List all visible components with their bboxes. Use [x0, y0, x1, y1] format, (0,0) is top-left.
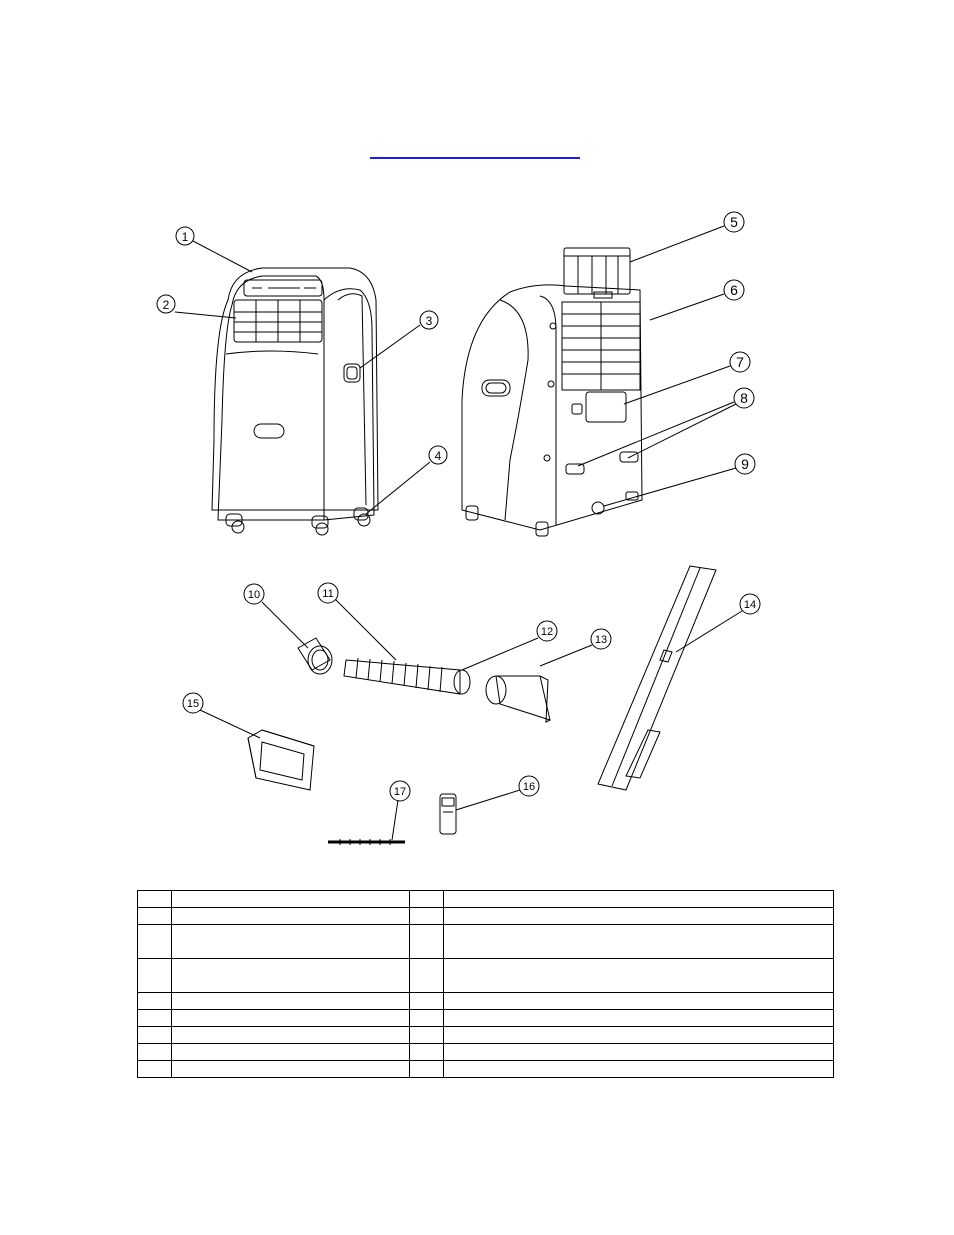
svg-text:6: 6 — [730, 282, 738, 298]
table-cell — [138, 891, 172, 908]
callout-15 — [183, 693, 260, 738]
table-row — [138, 959, 834, 993]
callout-7 — [624, 352, 750, 404]
table-cell — [410, 908, 444, 925]
svg-text:10: 10 — [247, 589, 261, 601]
table-row — [138, 993, 834, 1010]
table-row — [138, 891, 834, 908]
table-cell — [444, 993, 834, 1010]
svg-text:17: 17 — [393, 786, 407, 798]
table-cell — [444, 959, 834, 993]
svg-text:1: 1 — [181, 230, 189, 244]
parts-list-body — [138, 891, 834, 1078]
table-row — [138, 925, 834, 959]
table-cell — [172, 891, 410, 908]
table-cell — [138, 1044, 172, 1061]
table-cell — [172, 925, 410, 959]
parts-list-table — [137, 890, 834, 1078]
table-cell — [410, 993, 444, 1010]
drain-pipe-17 — [328, 839, 405, 845]
table-cell — [138, 959, 172, 993]
back-unit-illustration — [462, 248, 642, 536]
drain-tray-15 — [248, 730, 314, 790]
window-slide-panel-14 — [598, 566, 716, 790]
callout-6 — [650, 280, 744, 320]
svg-text:5: 5 — [730, 214, 738, 230]
svg-text:13: 13 — [594, 634, 608, 646]
svg-text:12: 12 — [540, 626, 554, 638]
callout-5 — [630, 212, 744, 262]
window-connector-13 — [486, 676, 550, 722]
table-cell — [444, 908, 834, 925]
callout-12 — [462, 621, 557, 670]
table-cell — [138, 1010, 172, 1027]
table-cell — [410, 1061, 444, 1078]
callout-16 — [456, 776, 539, 810]
exhaust-hose-11 — [344, 658, 470, 694]
callout-8 — [578, 388, 754, 466]
callout-2 — [157, 295, 236, 318]
table-cell — [410, 1027, 444, 1044]
callout-1 — [176, 227, 252, 272]
table-cell — [444, 1061, 834, 1078]
table-cell — [444, 891, 834, 908]
table-cell — [444, 925, 834, 959]
table-cell — [410, 1044, 444, 1061]
svg-text:9: 9 — [741, 456, 749, 472]
svg-text:8: 8 — [740, 390, 748, 406]
table-cell — [410, 891, 444, 908]
callout-10 — [244, 584, 308, 648]
table-cell — [138, 908, 172, 925]
svg-text:4: 4 — [434, 449, 442, 463]
front-unit-illustration — [212, 268, 378, 535]
table-cell — [172, 1061, 410, 1078]
table-cell — [138, 1061, 172, 1078]
table-row — [138, 908, 834, 925]
table-cell — [172, 1027, 410, 1044]
svg-text:7: 7 — [736, 354, 744, 370]
table-cell — [172, 1010, 410, 1027]
table-cell — [410, 925, 444, 959]
table-row — [138, 1061, 834, 1078]
table-cell — [444, 1027, 834, 1044]
table-cell — [410, 1010, 444, 1027]
remote-control-16 — [440, 794, 456, 834]
table-cell — [138, 993, 172, 1010]
table-cell — [172, 908, 410, 925]
table-cell — [410, 959, 444, 993]
svg-text:11: 11 — [322, 588, 334, 600]
table-row — [138, 1044, 834, 1061]
svg-text:15: 15 — [186, 698, 200, 710]
callout-17 — [390, 781, 410, 840]
table-cell — [172, 959, 410, 993]
svg-text:14: 14 — [743, 599, 757, 611]
table-row — [138, 1010, 834, 1027]
table-cell — [138, 925, 172, 959]
table-cell — [444, 1044, 834, 1061]
table-cell — [172, 993, 410, 1010]
table-row — [138, 1027, 834, 1044]
callout-14 — [676, 594, 760, 652]
svg-text:3: 3 — [425, 314, 433, 328]
svg-text:2: 2 — [162, 298, 170, 312]
svg-text:16: 16 — [522, 781, 536, 793]
table-cell — [444, 1010, 834, 1027]
table-cell — [172, 1044, 410, 1061]
callout-11 — [318, 583, 396, 660]
table-cell — [138, 1027, 172, 1044]
